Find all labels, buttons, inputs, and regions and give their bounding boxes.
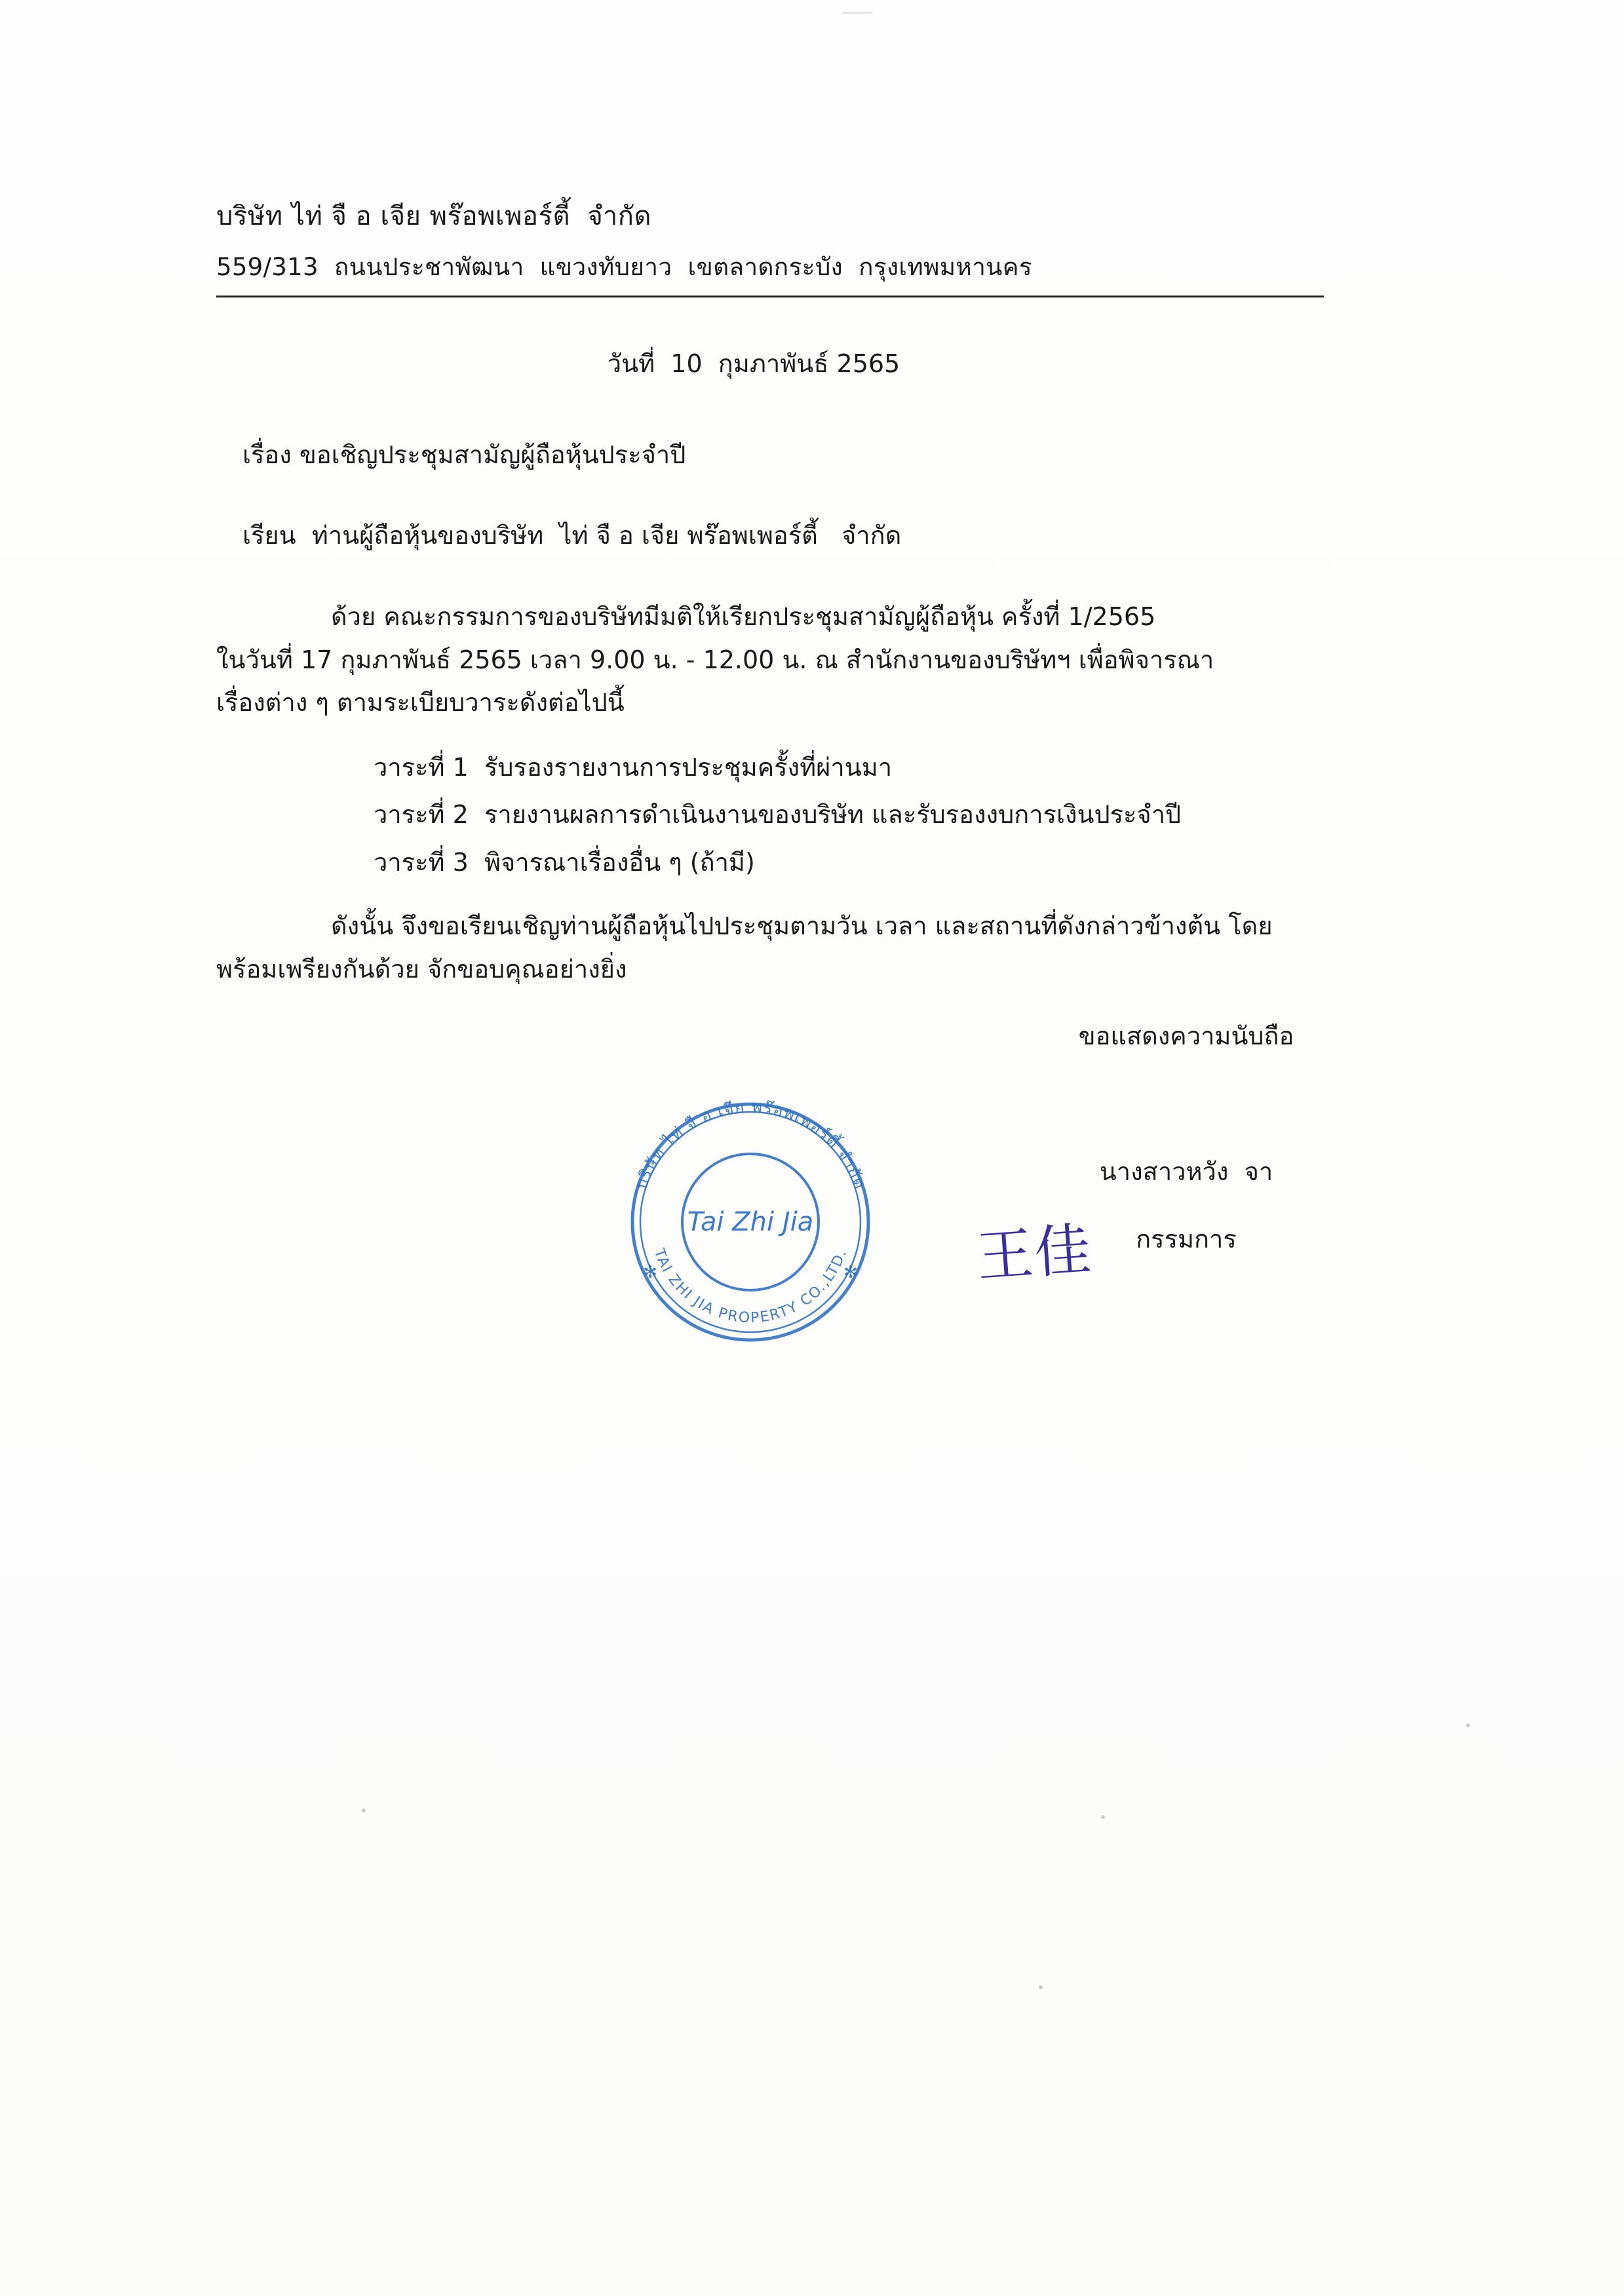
scan-speck-lower — [1039, 1985, 1043, 1989]
scan-speck-left — [362, 1808, 366, 1812]
body-line-1 — [216, 596, 1416, 638]
agenda-item-1: วาระที่ 1 รับรองรายงานการประชุมครั้งที่ผ่านมา — [374, 753, 893, 782]
body-line-2: ในวันที่ 17 กุมภาพันธ์ 2565 เวลา 9.00 น. - 12.00 น. ณ สำนักงานของบริษัทฯ เพื่อพิจารณา — [216, 645, 1214, 674]
closing-line-2: พร้อมเพรียงกันด้วย จักขอบคุณอย่างยิ่ง — [216, 955, 627, 984]
body-line-3: เรื่องต่าง ๆ ตามระเบียบวาระดังต่อไปนี้ — [216, 687, 625, 717]
svg-text:✻: ✻ — [843, 1263, 858, 1282]
body-line-1-text: ด้วย คณะกรรมการของบริษัทมีมติให้เรียกประชุมสามัญผู้ถือหุ้น ครั้งที่ 1/2565 — [331, 602, 1156, 632]
scan-artifact-top — [842, 12, 872, 14]
agenda-item-3: วาระที่ 3 พิจารณาเรื่องอื่น ๆ (ถ้ามี) — [374, 847, 755, 877]
scan-speck-mid — [1101, 1815, 1105, 1819]
respect-line: ขอแสดงความนับถือ — [1078, 1021, 1294, 1050]
letterhead — [216, 197, 1324, 297]
scan-speck-right — [1466, 1723, 1470, 1727]
handwritten-signature: 王佳 — [975, 1216, 1094, 1290]
agenda-list — [374, 744, 1416, 886]
company-address: 559/313 ถนนประชาพัฒนา แขวงทับยาว เขตลาดกระบัง กรุงเทพมหานคร — [216, 253, 1032, 281]
subject-line: เรื่อง ขอเชิญประชุมสามัญผู้ถือหุ้นประจำปี — [242, 440, 686, 470]
company-name: บริษัท ไท่ จื อ เจีย พร๊อพเพอร์ตี้ จำกัด — [216, 201, 651, 231]
closing-paragraph — [216, 904, 1416, 991]
svg-text:บริษัท ไท่ จื อ เจีย พร๊อพเพอร: บริษัท ไท่ จื อ เจีย พร๊อพเพอร์ตี้ จำกัด — [631, 1097, 870, 1192]
agenda-item-2: วาระที่ 2 รายงานผลการดำเนินงานของบริษัท และรับรองงบการเงินประจำปี — [374, 800, 1182, 830]
signer-title: กรรมการ — [1136, 1224, 1237, 1253]
salutation-line: เรียน ท่านผู้ถือหุ้นของบริษัท ไท่ จื อ เจีย พร๊อพเพอร์ตี้ จำกัด — [242, 521, 902, 550]
date-line: วันที่ 10 กุมภาพันธ์ 2565 — [607, 349, 900, 379]
closing-line-1 — [216, 904, 1416, 948]
closing-line-1-text: ดังนั้น จึงขอเรียนเชิญท่านผู้ถือหุ้นไปประชุมตามวัน เวลา และสถานที่ดังกล่าวข้างต้น โดย — [331, 911, 1273, 940]
signer-name: นางสาวหวัง จา — [1099, 1157, 1273, 1186]
body-paragraph — [216, 596, 1416, 724]
svg-text:TAI ZHI JIA PROPERTY CO.,LTD.: TAI ZHI JIA PROPERTY CO.,LTD. — [650, 1246, 851, 1327]
letter-body — [216, 197, 1416, 1258]
svg-text:✻: ✻ — [643, 1263, 657, 1282]
svg-text:Tai Zhi Jia: Tai Zhi Jia — [687, 1207, 814, 1237]
